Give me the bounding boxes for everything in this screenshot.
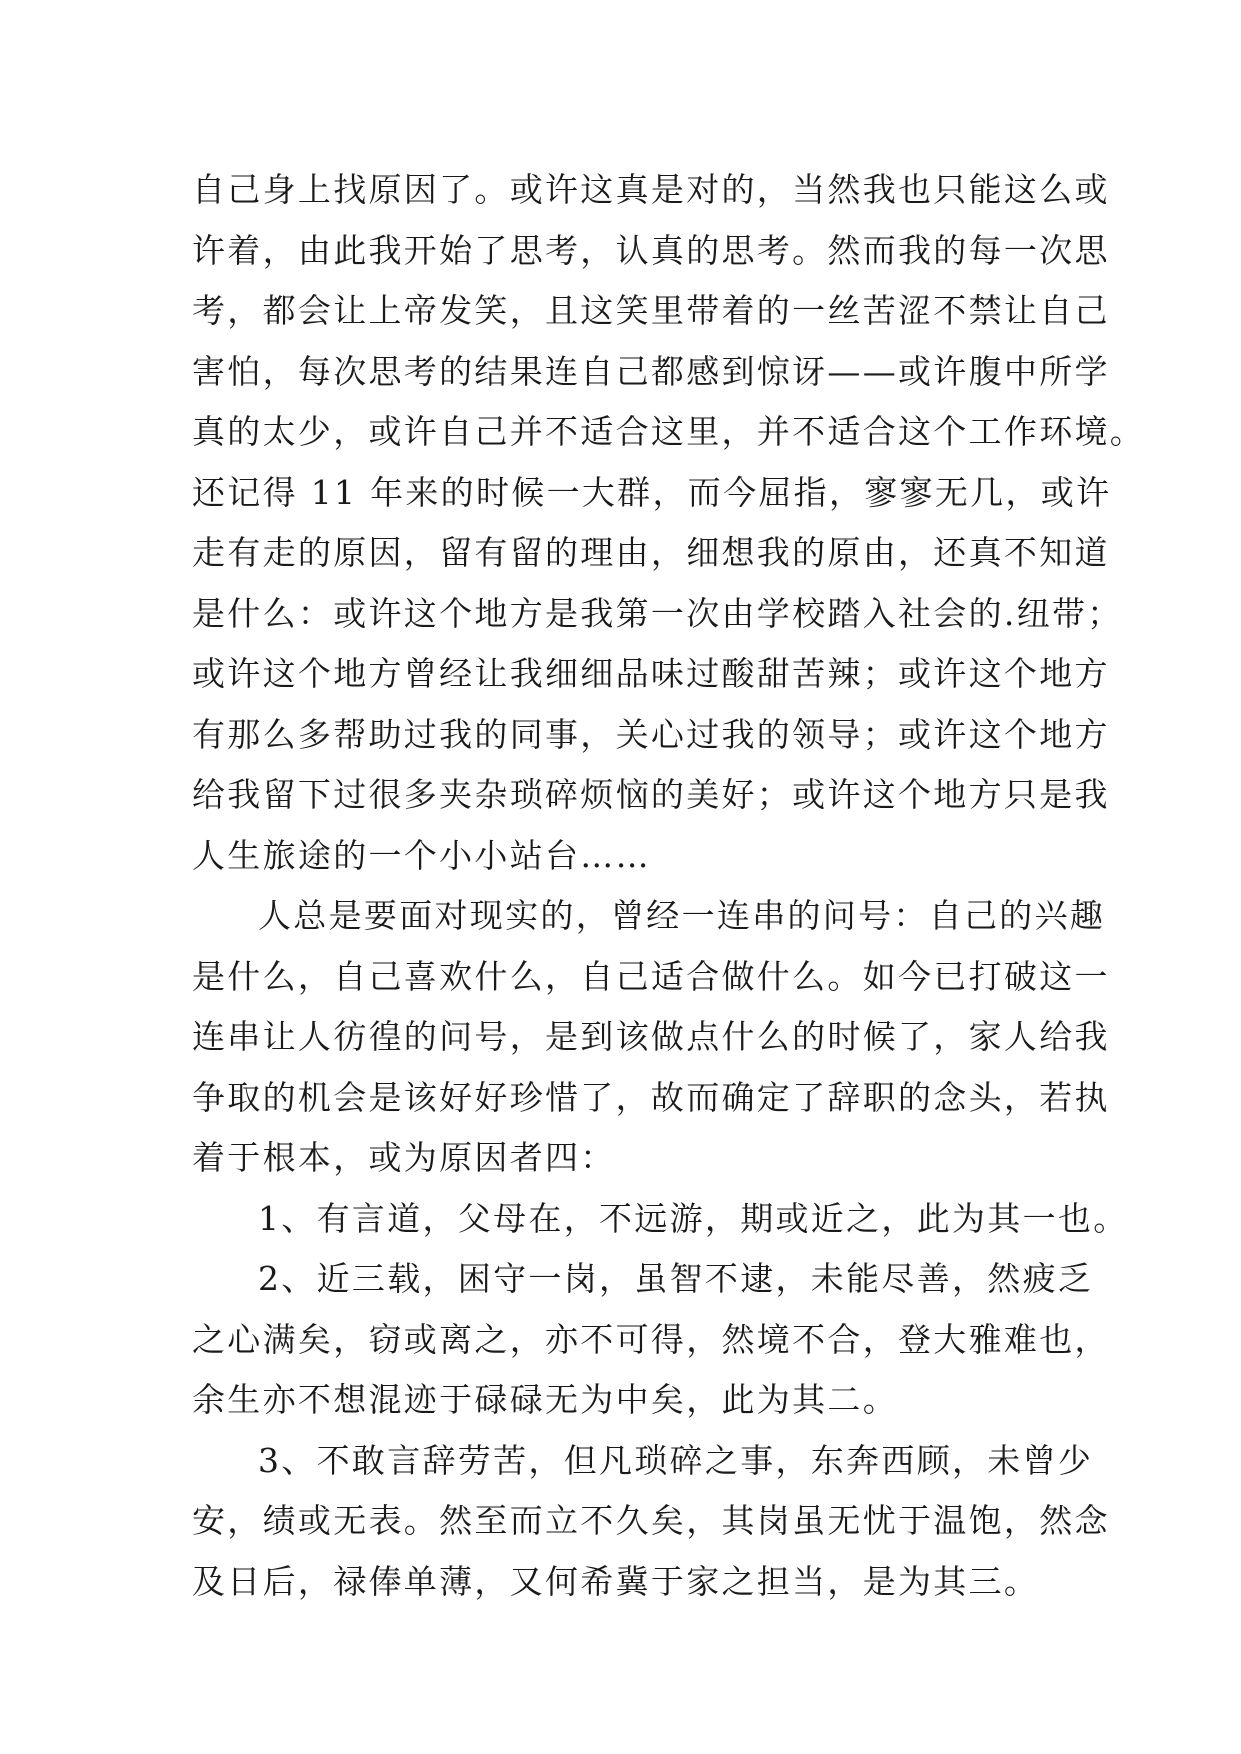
- text-line: 走有走的原因，留有留的理由，细想我的原由，还真不知道: [192, 533, 1110, 572]
- text-line: 争取的机会是该好好珍惜了，故而确定了辞职的念头，若执: [192, 1077, 1110, 1117]
- text-line: 人总是要面对现实的，曾经一连串的问号：自己的兴趣: [258, 896, 1106, 935]
- text-line: 自己身上找原因了。或许这真是对的，当然我也只能这么或: [192, 170, 1110, 209]
- text-line: 3、不敢言辞劳苦，但凡琐碎之事，东奔西顾，未曾少: [258, 1440, 1094, 1480]
- text-line: 许着，由此我开始了思考，认真的思考。然而我的每一次思: [192, 230, 1110, 270]
- text-line: 人生旅途的一个小小站台……: [192, 835, 651, 875]
- text-line: 或许这个地方曾经让我细细品味过酸甜苦辣；或许这个地方: [192, 654, 1110, 693]
- text-line: 连串让人彷徨的问号，是到该做点什么的时候了，家人给我: [192, 1017, 1110, 1056]
- text-line: 真的太少，或许自己并不适合这里，并不适合这个工作环境。: [192, 412, 1146, 451]
- text-line: 着于根本，或为原因者四：: [192, 1138, 616, 1177]
- text-line: 及日后，禄俸单薄，又何希冀于家之担当，是为其三。: [192, 1561, 1040, 1601]
- text-line: 安，绩或无表。然至而立不久矣，其岗虽无忧于温饱，然念: [192, 1501, 1110, 1540]
- text-line: 之心满矣，窃或离之，亦不可得，然境不合，登大雅难也，: [192, 1319, 1110, 1359]
- text-line: 害怕，每次思考的结果连自己都感到惊讶——或许腹中所学: [192, 351, 1110, 391]
- text-line: 是什么，自己喜欢什么，自己适合做什么。如今已打破这一: [192, 956, 1110, 996]
- text-line: 余生亦不想混迹于碌碌无为中矣，此为其二。: [192, 1380, 898, 1419]
- text-line: 2、近三载，困守一岗，虽智不逮，未能尽善，然疲乏: [258, 1259, 1094, 1298]
- text-line: 有那么多帮助过我的同事，关心过我的领导；或许这个地方: [192, 714, 1110, 754]
- document-body: [192, 160, 1146, 1612]
- text-line: 给我留下过很多夹杂琐碎烦恼的美好；或许这个地方只是我: [192, 775, 1110, 814]
- text-line: 1、有言道，父母在，不远游，期或近之，此为其一也。: [258, 1198, 1129, 1238]
- text-line: 是什么：或许这个地方是我第一次由学校踏入社会的.纽带；: [192, 593, 1123, 633]
- text-line: 还记得 11 年来的时候一大群，而今屈指，寥寥无几，或许: [192, 472, 1112, 512]
- text-line: 考，都会让上帝发笑，且这笑里带着的一丝苦涩不禁让自己: [192, 291, 1110, 330]
